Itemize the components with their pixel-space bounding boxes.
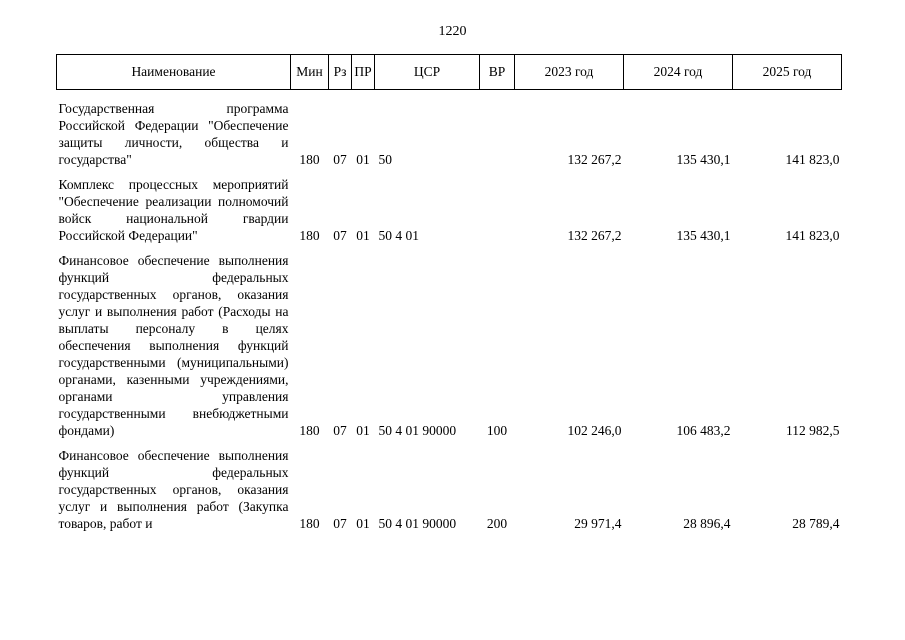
header-pr: ПР [352,55,375,90]
page-number: 1220 [438,24,467,39]
row-min: 180 [299,152,320,167]
row-name: Комплекс процессных мероприятий "Обеспечение реализации полномочий войск национальной гвардии Российской Федерации" [58,177,289,243]
row-2023: 132 267,2 [567,152,622,167]
row-rz: 07 [333,516,347,531]
row-name: Государственная программа Российской Федерации "Обеспечение защиты личности, общества и государства" [58,101,289,167]
row-vr: 200 [486,516,508,531]
row-2024: 106 483,2 [676,423,731,438]
header-2023: 2023 год [515,55,624,90]
row-min: 180 [299,423,320,438]
row-rz: 07 [333,228,347,243]
table-row [57,172,842,248]
row-2023: 29 971,4 [574,516,622,531]
row-min: 180 [299,516,320,531]
header-name: Наименование [57,55,291,90]
row-pr: 01 [356,423,370,438]
table-row [57,90,842,173]
row-vr [480,172,515,248]
row-2024: 135 430,1 [676,228,731,243]
header-csr: ЦСР [375,55,480,90]
row-2024: 135 430,1 [676,152,731,167]
row-rz: 07 [333,152,347,167]
row-2023: 102 246,0 [567,423,622,438]
row-csr: 50 4 01 90000 [378,516,457,531]
row-2025: 112 982,5 [786,423,840,438]
header-2024: 2024 год [624,55,733,90]
row-pr: 01 [356,516,370,531]
row-csr: 50 [378,152,392,167]
row-pr: 01 [356,228,370,243]
row-name: Финансовое обеспечение выполнения функций федеральных государственных органов, оказания услуг и выполнения работ (Расходы на выплаты персоналу в целях обеспечения выполнения функций государственными (муниципальными) органами, казенными учреждениями, органами управления государственными внебюджетными фондами) [58,253,289,438]
row-vr [480,90,515,173]
row-csr: 50 4 01 90000 [378,423,457,438]
header-min: Мин [291,55,329,90]
header-2025: 2025 год [733,55,842,90]
budget-table [56,54,842,536]
row-2023: 132 267,2 [567,228,622,243]
row-2025: 141 823,0 [785,152,840,167]
table-row [57,248,842,443]
row-2025: 141 823,0 [785,228,840,243]
header-vr: ВР [480,55,515,90]
row-2024: 28 896,4 [683,516,731,531]
row-vr: 100 [486,423,508,438]
row-csr: 50 4 01 [378,228,419,243]
row-pr: 01 [356,152,370,167]
row-2025: 28 789,4 [792,516,840,531]
row-name: Финансовое обеспечение выполнения функций федеральных государственных органов, оказания услуг и выполнения работ (Закупка товаров, работ и [58,448,289,531]
header-rz: Рз [329,55,352,90]
row-rz: 07 [333,423,347,438]
table-header-row [57,55,842,90]
row-min: 180 [299,228,320,243]
table-row [57,443,842,536]
